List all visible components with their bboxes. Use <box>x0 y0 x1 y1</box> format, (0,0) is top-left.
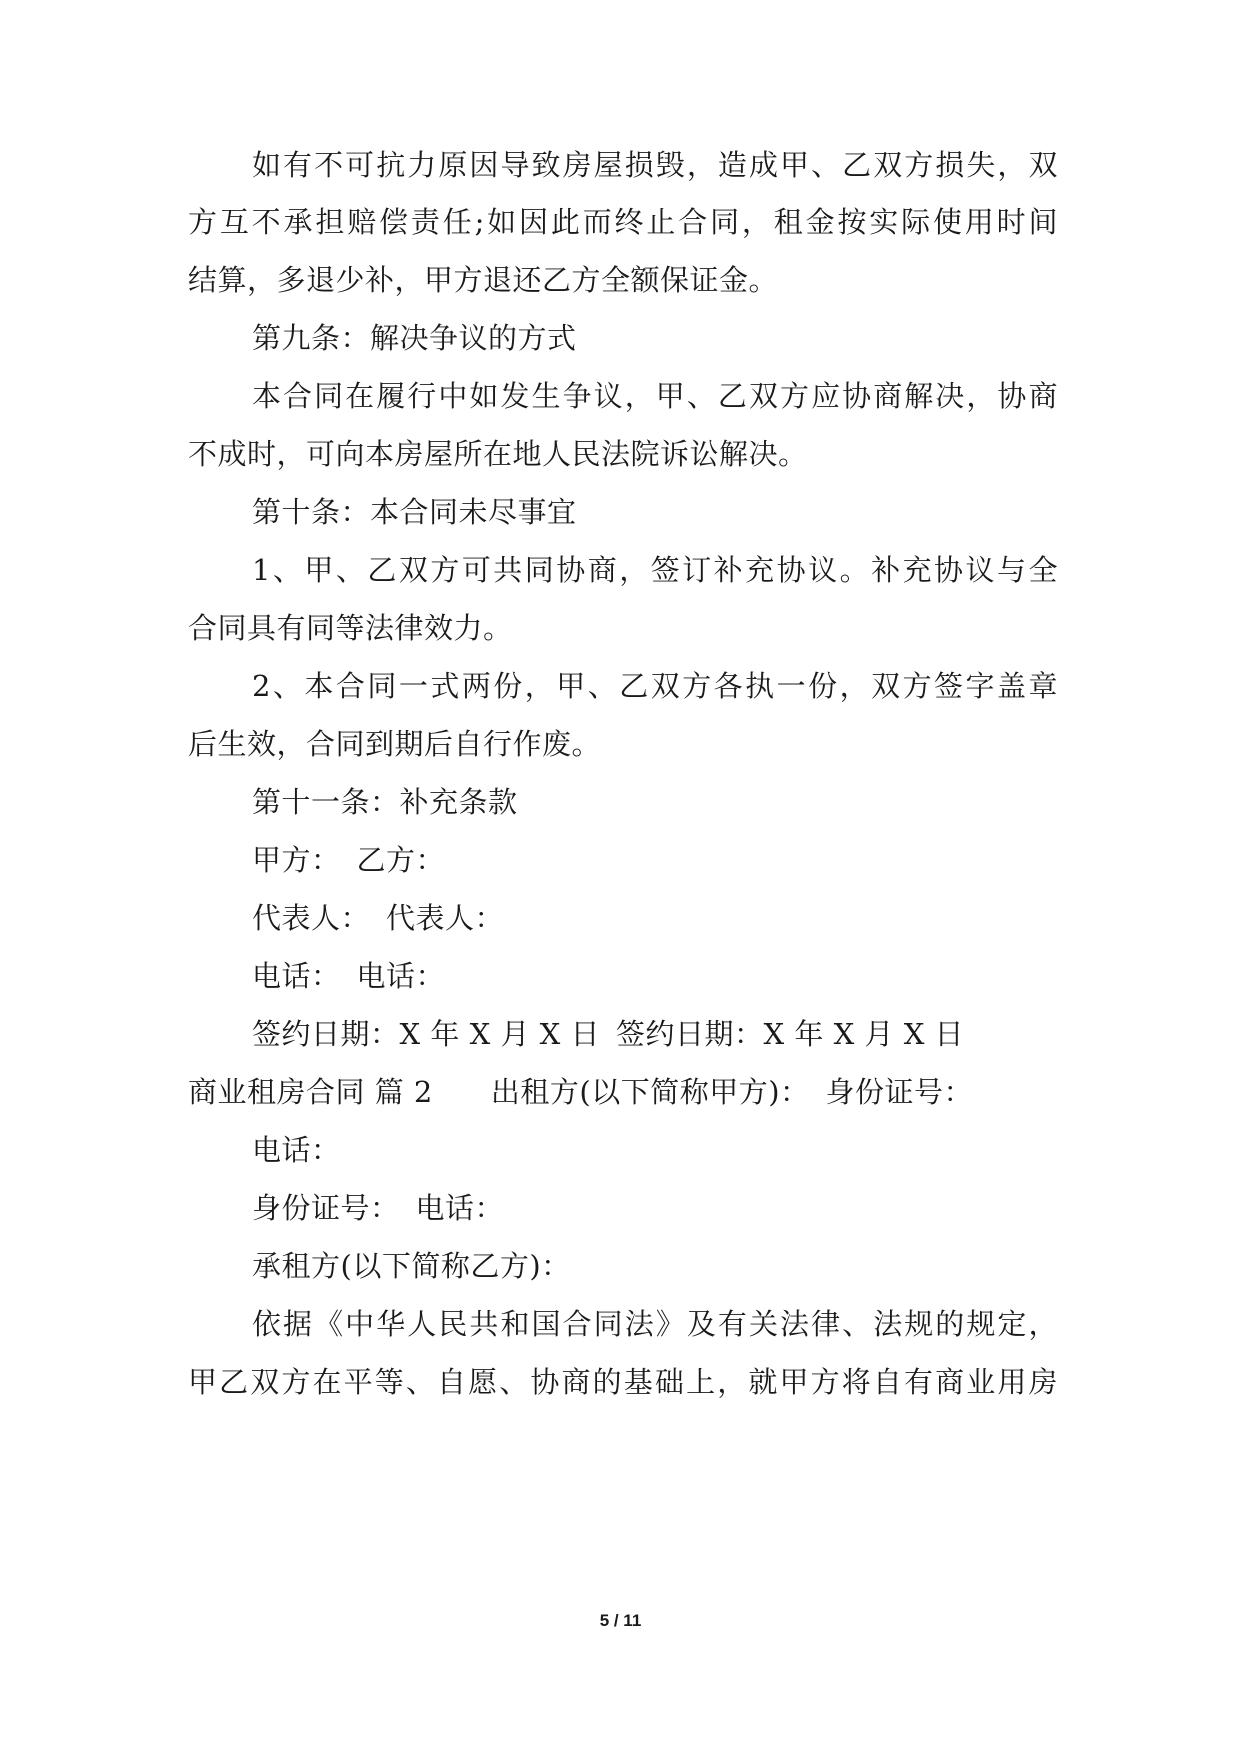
paragraph-line: 如有不可抗力原因导致房屋损毁，造成甲、乙双方损失，双 <box>252 148 1058 182</box>
phone-b-label: 电话： <box>356 959 446 993</box>
sign-date-a: 签约日期：X 年 X 月 X 日 <box>252 1017 601 1051</box>
paragraph-line: 结算，多退少补，甲方退还乙方全额保证金。 <box>188 263 779 297</box>
paragraph-line: 方互不承担赔偿责任;如因此而终止合同，租金按实际使用时间 <box>188 205 1058 239</box>
representative-line <box>252 898 1058 938</box>
paragraph-line: 不成时，可向本房屋所在地人民法院诉讼解决。 <box>188 437 808 471</box>
rep-a-label: 代表人： <box>252 901 371 935</box>
paragraph-line: 后生效，合同到期后自行作废。 <box>188 727 602 761</box>
party-b-label: 乙方： <box>356 843 446 877</box>
lessor-id-label: 身份证号： <box>825 1075 974 1109</box>
paragraph-line: 合同具有同等法律效力。 <box>188 611 513 645</box>
section2-title: 商业租房合同 篇 2 <box>188 1075 433 1109</box>
section-heading-9: 第九条：解决争议的方式 <box>252 321 577 355</box>
page-number: 5 / 11 <box>599 1611 642 1630</box>
lessee-phone-label: 电话： <box>415 1191 505 1225</box>
lessee-id-label: 身份证号： <box>252 1191 400 1225</box>
paragraph-line: 1、甲、乙双方可共同协商，签订补充协议。补充协议与全 <box>252 553 1058 587</box>
phone-line <box>252 956 1058 996</box>
section2-header-line <box>188 1072 1058 1112</box>
rep-b-label: 代表人： <box>386 901 505 935</box>
lessor-phone-label: 电话： <box>252 1133 341 1167</box>
paragraph-line: 甲乙双方在平等、自愿、协商的基础上，就甲方将自有商业用房 <box>188 1365 1058 1399</box>
section-heading-11: 第十一条：补充条款 <box>252 785 518 819</box>
paragraph-line: 依据《中华人民共和国合同法》及有关法律、法规的规定， <box>252 1307 1058 1341</box>
party-line <box>252 840 1058 880</box>
lessee-id-line <box>252 1188 1058 1228</box>
phone-a-label: 电话： <box>252 959 341 993</box>
sign-date-b: 签约日期：X 年 X 月 X 日 <box>616 1017 965 1051</box>
lessor-label: 出租方(以下简称甲方)： <box>490 1075 810 1109</box>
section-heading-10: 第十条：本合同未尽事宜 <box>252 495 577 529</box>
paragraph-line: 2、本合同一式两份，甲、乙双方各执一份，双方签字盖章 <box>252 669 1058 703</box>
lessee-label: 承租方(以下简称乙方)： <box>252 1249 571 1283</box>
sign-date-line <box>252 1014 1058 1054</box>
paragraph-line: 本合同在履行中如发生争议，甲、乙双方应协商解决，协商 <box>252 379 1058 413</box>
party-a-label: 甲方： <box>252 843 341 877</box>
